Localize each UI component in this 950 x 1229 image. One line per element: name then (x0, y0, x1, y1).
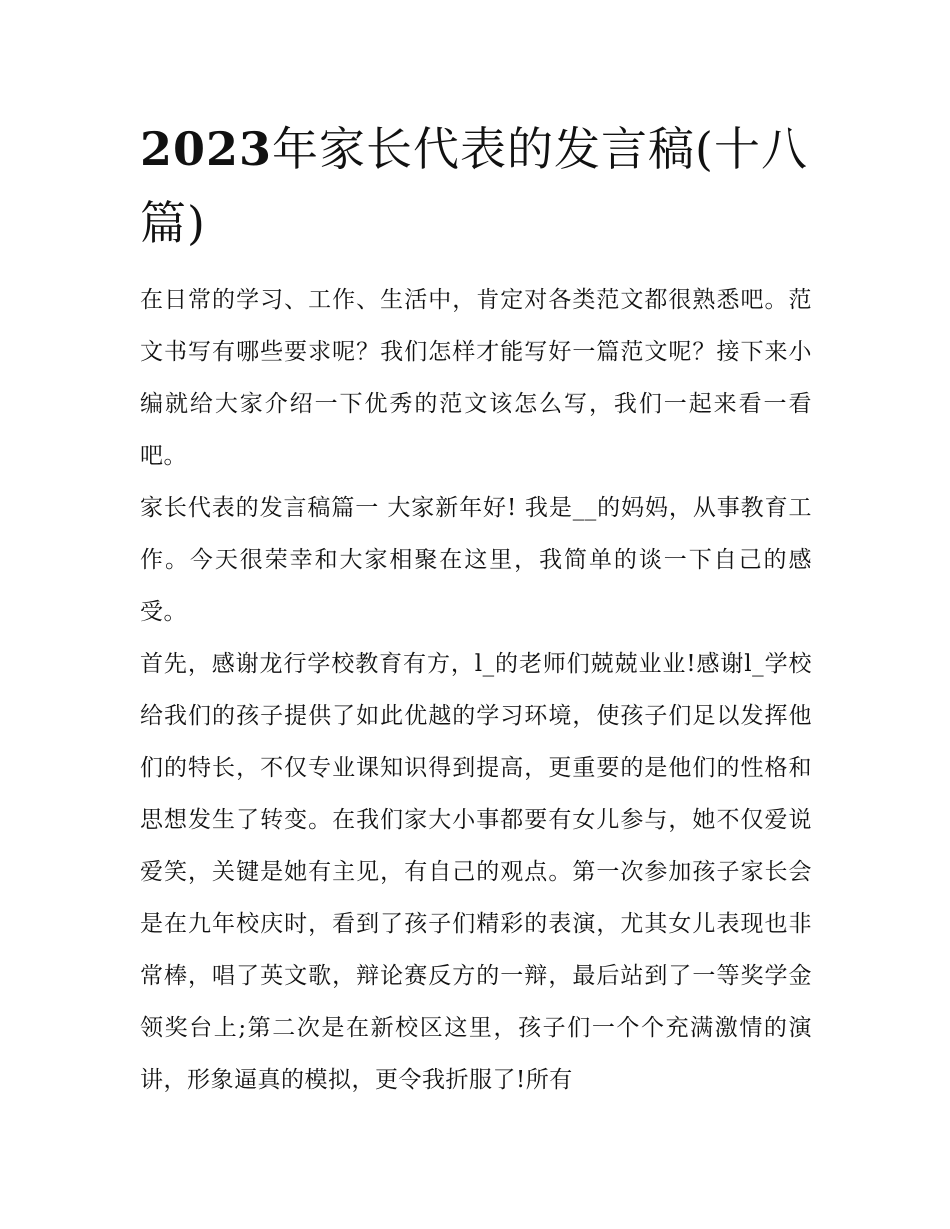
title-text: 年家长代表的发言稿(十八篇) (140, 122, 808, 250)
paragraph-thanks: 首先，感谢龙行学校教育有方，l_的老师们兢兢业业!感谢l_学校给我们的孩子提供了如此优越的学习环境，使孩子们足以发挥他们的特长，不仅专业课知识得到提高，更重要的是他们的性格和思想发生了转变。在我们家大小事都要有女儿参与，她不仅爱说爱笑，关键是她有主见，有自己的观点。第一次参加孩子家长会是在九年校庆时，看到了孩子们精彩的表演，尤其女儿表现也非常棒，唱了英文歌，辩论赛反方的一辩，最后站到了一等奖学金领奖台上;第二次是在新校区这里，孩子们一个个充满激情的演讲，形象逼真的模拟，更令我折服了!所有 (140, 651, 812, 1093)
document-body (140, 274, 812, 1106)
paragraph-speech-one-opening: 家长代表的发言稿篇一 大家新年好! 我是__的妈妈，从事教育工作。今天很荣幸和大家相聚在这里，我简单的谈一下自己的感受。 (140, 495, 812, 625)
paragraph-intro: 在日常的学习、工作、生活中，肯定对各类范文都很熟悉吧。范文书写有哪些要求呢？我们怎样才能写好一篇范文呢？接下来小编就给大家介绍一下优秀的范文该怎么写，我们一起来看一看吧。 (140, 287, 812, 469)
title-year: 2023 (140, 122, 273, 176)
document-title (140, 112, 820, 260)
